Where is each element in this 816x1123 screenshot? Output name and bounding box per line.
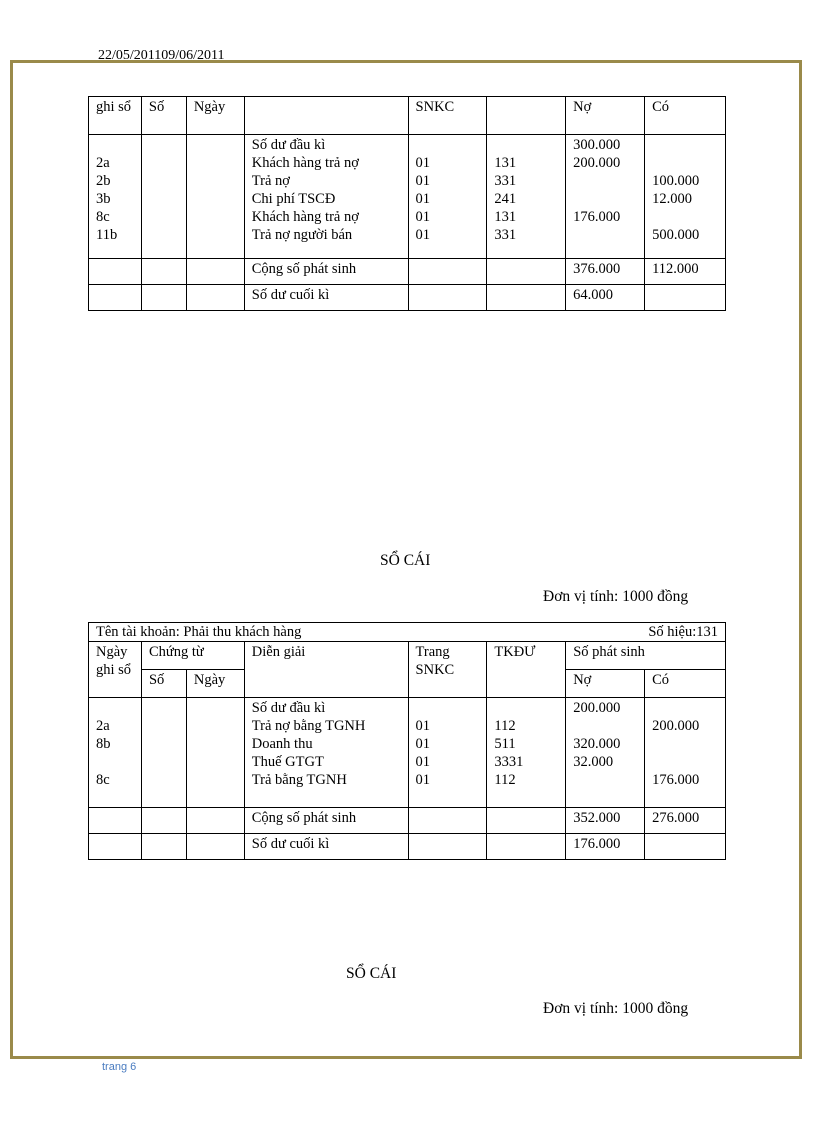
cell-so <box>141 698 186 808</box>
col-header-ngay: Ngày <box>186 670 244 698</box>
cell-line: 01 <box>415 155 431 171</box>
col-header-ghi-so: ghi sổ <box>89 97 142 135</box>
closing-no: 176.000 <box>566 834 645 860</box>
cell-line: 200.000 <box>652 718 700 734</box>
cell-line: Thuế GTGT <box>251 754 324 770</box>
cell-ngay <box>186 135 244 259</box>
cell-line: Số dư đầu kì <box>251 700 326 716</box>
cell-co <box>645 135 726 259</box>
cell-dien-giai <box>244 698 408 808</box>
header-dates: 22/05/201109/06/2011 <box>98 48 225 63</box>
table-header-row <box>89 642 726 670</box>
cell-line <box>416 136 480 154</box>
col-header-tkdu: TKĐƯ <box>487 642 566 698</box>
cell-line: Khách hàng trả nợ <box>251 209 359 225</box>
cell-line: Chi phí TSCĐ <box>251 191 336 207</box>
cell-line: 8c <box>96 772 110 788</box>
cell-line: 131 <box>494 155 517 171</box>
cell-line: Khách hàng trả nợ <box>251 155 359 171</box>
page-number: trang 6 <box>102 1061 137 1073</box>
cell-dien-giai <box>244 135 408 259</box>
col-header-so-phat-sinh: Số phát sinh <box>566 642 726 670</box>
cell-line: 200.000 <box>573 700 621 716</box>
cell-line: 176.000 <box>652 772 700 788</box>
col-header-co: Có <box>645 670 726 698</box>
cell-line <box>652 699 718 717</box>
cell-ghi-so <box>89 135 142 259</box>
cell-line: 331 <box>494 227 517 243</box>
col-header-chung-tu: Chứng từ <box>141 642 244 670</box>
cell-line <box>573 172 637 190</box>
total-row <box>89 259 726 285</box>
cell-line <box>652 735 718 753</box>
cell-ngay-ghi-so <box>89 698 142 808</box>
cell-line: 01 <box>415 718 431 734</box>
total-no: 376.000 <box>566 259 645 285</box>
cell-line <box>573 771 637 789</box>
cell-line: 320.000 <box>573 736 621 752</box>
cell-line: 131 <box>494 209 517 225</box>
cell-line: 01 <box>415 227 431 243</box>
cell-line: Trả nợ người bán <box>251 227 353 243</box>
col-header-trang-snkc: Trang SNKC <box>408 642 487 698</box>
account-name: Tên tài khoản: Phải thu khách hàng <box>96 624 302 640</box>
col-header-snkc: SNKC <box>408 97 487 135</box>
cell-line: Trả nợ bằng TGNH <box>251 718 366 734</box>
cell-line: 112 <box>494 772 516 788</box>
section-title: SỔ CÁI <box>380 552 431 569</box>
cell-line <box>652 208 718 226</box>
cell-line <box>652 753 718 771</box>
cell-line: 331 <box>494 173 517 189</box>
account-row <box>89 623 726 642</box>
closing-row <box>89 285 726 311</box>
total-label: Cộng số phát sinh <box>244 808 408 834</box>
closing-label: Số dư cuối kì <box>244 285 408 311</box>
cell-line: 2a <box>96 718 110 734</box>
cell-line: 112 <box>494 718 516 734</box>
cell-line: 2b <box>96 173 111 189</box>
cell-line: 01 <box>415 754 431 770</box>
cell-tkdu <box>487 698 566 808</box>
cell-line <box>494 699 558 717</box>
cell-line: Doanh thu <box>251 736 313 752</box>
col-header-tkdu <box>487 97 566 135</box>
col-header-ngay-ghi-so: Ngày ghi sổ <box>89 642 142 698</box>
col-header-no: Nợ <box>566 97 645 135</box>
cell-line: 200.000 <box>573 155 621 171</box>
cell-line: 511 <box>494 736 516 752</box>
cell-line <box>652 154 718 172</box>
cell-co <box>645 698 726 808</box>
cell-line <box>96 136 134 154</box>
cell-line: 3331 <box>494 754 524 770</box>
cell-no <box>566 135 645 259</box>
col-header-dien-giai: Diễn giải <box>244 642 408 698</box>
cell-line: 100.000 <box>652 173 700 189</box>
cell-line <box>652 136 718 154</box>
cell-ngay <box>186 698 244 808</box>
section-title-2: SỔ CÁI <box>346 965 397 982</box>
closing-co <box>645 834 726 860</box>
cell-line: Trả nợ <box>251 173 290 189</box>
closing-label: Số dư cuối kì <box>244 834 408 860</box>
cell-line: 01 <box>415 191 431 207</box>
closing-co <box>645 285 726 311</box>
total-label: Cộng số phát sinh <box>244 259 408 285</box>
cell-line: Số dư đầu kì <box>251 137 326 153</box>
ledger-table-1 <box>88 96 726 311</box>
closing-no: 64.000 <box>566 285 645 311</box>
cell-tkdu <box>487 135 566 259</box>
col-header-no: Nợ <box>566 670 645 698</box>
total-row <box>89 808 726 834</box>
unit-label-2: Đơn vị tính: 1000 đồng <box>543 1000 689 1017</box>
cell-line: 8b <box>96 736 111 752</box>
cell-line: 2a <box>96 155 110 171</box>
cell-line: 176.000 <box>573 209 621 225</box>
cell-line <box>494 136 558 154</box>
total-co: 276.000 <box>645 808 726 834</box>
cell-line: 11b <box>96 227 118 243</box>
cell-snkc <box>408 135 487 259</box>
cell-line <box>96 699 134 717</box>
total-no: 352.000 <box>566 808 645 834</box>
col-header-so: Số <box>141 670 186 698</box>
col-header-dien-giai <box>244 97 408 135</box>
closing-row <box>89 834 726 860</box>
cell-snkc <box>408 698 487 808</box>
cell-line: 12.000 <box>652 191 692 207</box>
total-co: 112.000 <box>645 259 726 285</box>
cell-line <box>573 190 637 208</box>
cell-line: 500.000 <box>652 227 700 243</box>
cell-no <box>566 698 645 808</box>
cell-line: 01 <box>415 772 431 788</box>
table-body-row <box>89 698 726 808</box>
cell-line: 01 <box>415 736 431 752</box>
cell-line: 300.000 <box>573 137 621 153</box>
ledger-table-2 <box>88 622 726 860</box>
cell-line <box>573 226 637 244</box>
account-number: Số hiệu:131 <box>648 624 718 640</box>
cell-line: Trả bằng TGNH <box>251 772 347 788</box>
cell-line <box>573 717 637 735</box>
cell-line: 32.000 <box>573 754 614 770</box>
cell-line <box>416 699 480 717</box>
cell-line: 3b <box>96 191 111 207</box>
col-header-so: Số <box>141 97 186 135</box>
unit-label: Đơn vị tính: 1000 đồng <box>543 588 689 605</box>
table-body-row <box>89 135 726 259</box>
col-header-ngay: Ngày <box>186 97 244 135</box>
cell-line: 01 <box>415 209 431 225</box>
cell-so <box>141 135 186 259</box>
cell-line: 241 <box>494 191 517 207</box>
cell-line: 01 <box>415 173 431 189</box>
cell-line: 8c <box>96 209 110 225</box>
table-header-row <box>89 97 726 135</box>
col-header-co: Có <box>645 97 726 135</box>
cell-line <box>96 753 134 771</box>
